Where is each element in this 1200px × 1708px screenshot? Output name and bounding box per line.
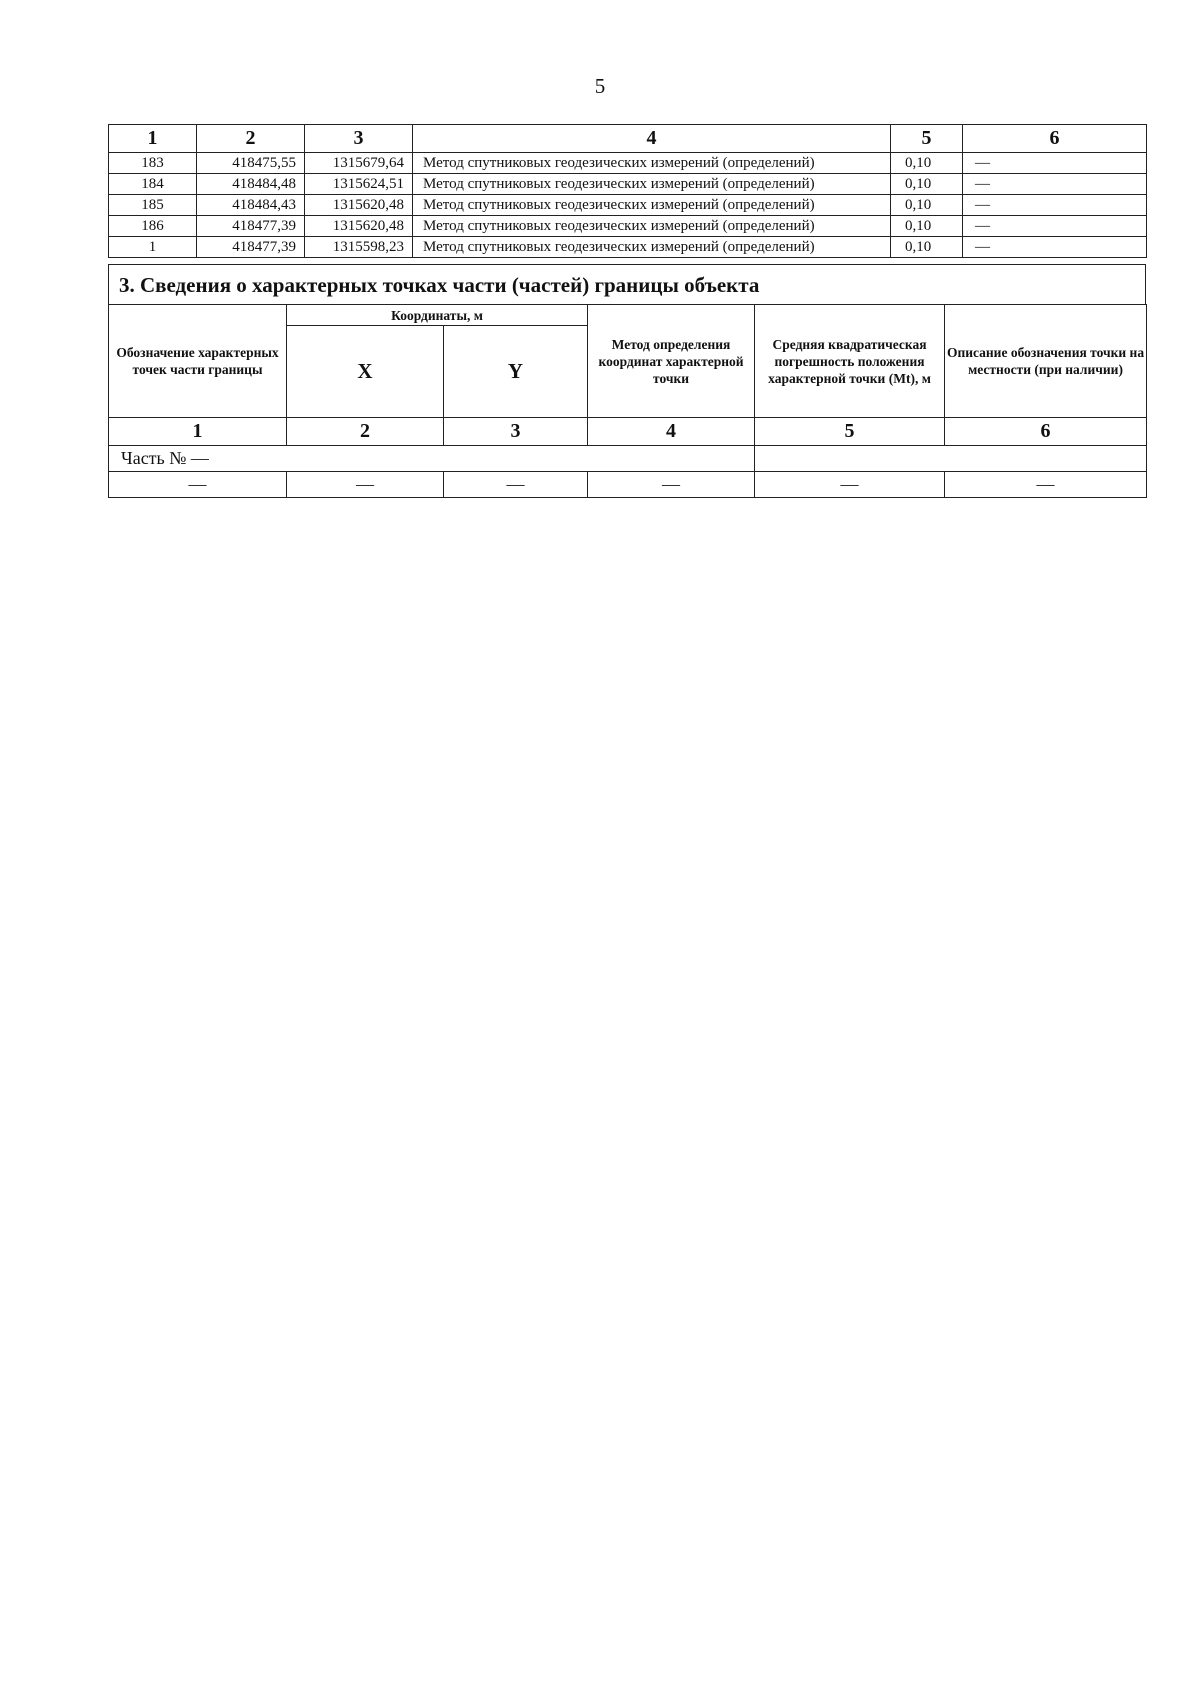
header-x: X bbox=[287, 326, 444, 418]
column-number: 5 bbox=[755, 418, 945, 446]
header-accuracy: Средняя квадратическая погрешность положения характерной точки (Mt), м bbox=[755, 305, 945, 418]
table-row bbox=[109, 174, 1147, 195]
column-number: 6 bbox=[945, 418, 1147, 446]
column-number: 4 bbox=[413, 125, 891, 153]
table-row bbox=[109, 216, 1147, 237]
coord-y: 1315620,48 bbox=[305, 195, 413, 216]
part-boundary-table bbox=[108, 304, 1147, 498]
table-row bbox=[109, 195, 1147, 216]
table-row bbox=[109, 153, 1147, 174]
method: Метод спутниковых геодезических измерений (определений) bbox=[413, 174, 891, 195]
description: — bbox=[963, 216, 1147, 237]
coord-x: 418484,48 bbox=[197, 174, 305, 195]
coord-y: 1315620,48 bbox=[305, 216, 413, 237]
point-id: 185 bbox=[109, 195, 197, 216]
header-coordinates: Координаты, м bbox=[287, 305, 588, 326]
coordinates-table-continued bbox=[108, 124, 1147, 258]
column-number: 2 bbox=[287, 418, 444, 446]
method: Метод спутниковых геодезических измерений (определений) bbox=[413, 216, 891, 237]
column-number: 5 bbox=[891, 125, 963, 153]
cell: — bbox=[444, 472, 588, 498]
header-method: Метод определения координат характерной точки bbox=[588, 305, 755, 418]
table-row bbox=[109, 237, 1147, 258]
method: Метод спутниковых геодезических измерений (определений) bbox=[413, 195, 891, 216]
coord-x: 418484,43 bbox=[197, 195, 305, 216]
coord-y: 1315624,51 bbox=[305, 174, 413, 195]
accuracy: 0,10 bbox=[891, 216, 963, 237]
column-number: 4 bbox=[588, 418, 755, 446]
coord-x: 418475,55 bbox=[197, 153, 305, 174]
column-number: 1 bbox=[109, 418, 287, 446]
accuracy: 0,10 bbox=[891, 195, 963, 216]
cell: — bbox=[287, 472, 444, 498]
part-row bbox=[109, 446, 1147, 472]
method: Метод спутниковых геодезических измерений (определений) bbox=[413, 153, 891, 174]
point-id: 184 bbox=[109, 174, 197, 195]
header-row bbox=[109, 305, 1147, 326]
page-number: 5 bbox=[594, 74, 606, 98]
description: — bbox=[963, 237, 1147, 258]
header-description: Описание обозначения точки на местности (при наличии) bbox=[945, 305, 1147, 418]
column-number-row bbox=[109, 125, 1147, 153]
cell: — bbox=[109, 472, 287, 498]
column-number: 1 bbox=[109, 125, 197, 153]
cell: — bbox=[588, 472, 755, 498]
column-number: 2 bbox=[197, 125, 305, 153]
table-row bbox=[109, 472, 1147, 498]
header-designation: Обозначение характерных точек части границы bbox=[109, 305, 287, 418]
accuracy: 0,10 bbox=[891, 174, 963, 195]
coord-y: 1315679,64 bbox=[305, 153, 413, 174]
part-label: Часть № — bbox=[109, 446, 755, 472]
header-y: Y bbox=[444, 326, 588, 418]
coord-x: 418477,39 bbox=[197, 216, 305, 237]
accuracy: 0,10 bbox=[891, 237, 963, 258]
cell: — bbox=[755, 472, 945, 498]
part-blank bbox=[755, 446, 1147, 472]
description: — bbox=[963, 174, 1147, 195]
column-number: 3 bbox=[305, 125, 413, 153]
point-id: 186 bbox=[109, 216, 197, 237]
method: Метод спутниковых геодезических измерений (определений) bbox=[413, 237, 891, 258]
description: — bbox=[963, 153, 1147, 174]
coord-y: 1315598,23 bbox=[305, 237, 413, 258]
point-id: 1 bbox=[109, 237, 197, 258]
description: — bbox=[963, 195, 1147, 216]
column-number: 6 bbox=[963, 125, 1147, 153]
section-title: 3. Сведения о характерных точках части (частей) границы объекта bbox=[108, 264, 1146, 304]
column-number: 3 bbox=[444, 418, 588, 446]
column-number-row bbox=[109, 418, 1147, 446]
point-id: 183 bbox=[109, 153, 197, 174]
cell: — bbox=[945, 472, 1147, 498]
coord-x: 418477,39 bbox=[197, 237, 305, 258]
accuracy: 0,10 bbox=[891, 153, 963, 174]
